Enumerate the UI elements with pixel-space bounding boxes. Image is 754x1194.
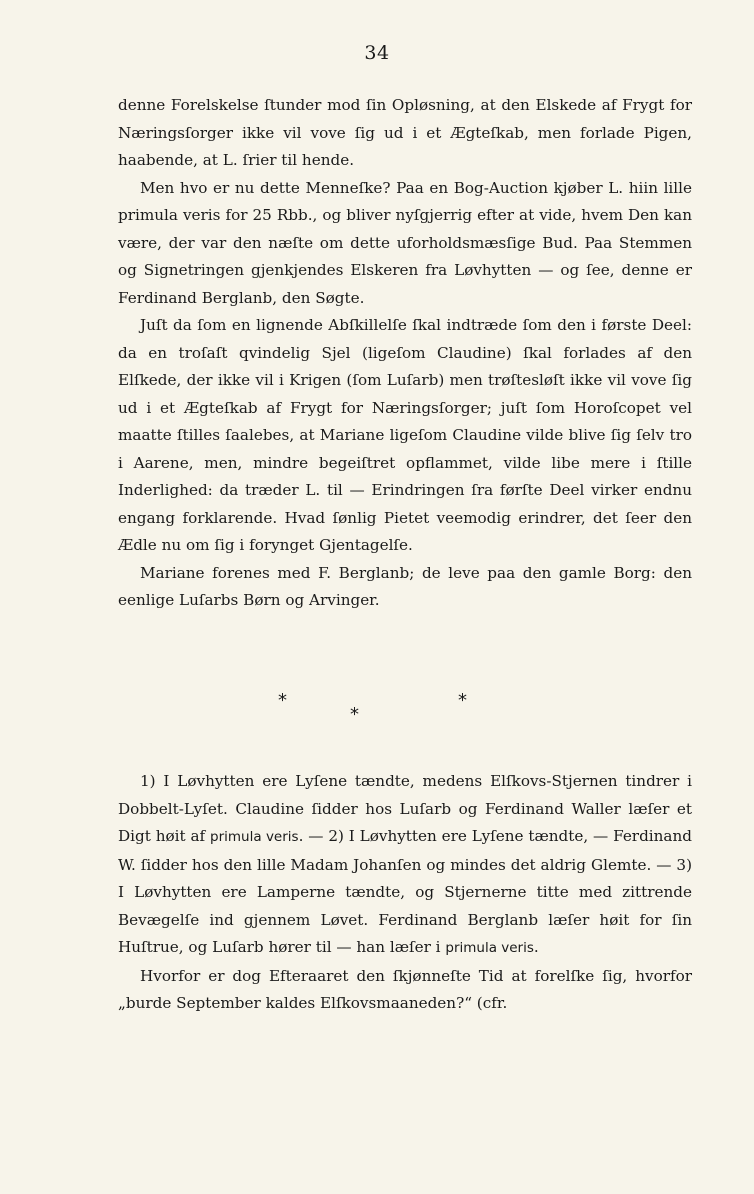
note-text: . (533, 938, 539, 956)
note-paragraph (118, 963, 692, 1018)
paragraph: Juſt da ſom en lignende Abſkillelſe ſkal indtræde ſom den i første Deel: da en troſaſt qvindelig Sjel (ligeſom Claudine) ſkal forlades af den Elſkede, der ikke vil i Krigen (ſom Luſarb) men trøſtesløſt ikke vil vove ſig ud i et Ægteſkab af Frygt for Næringsſorger; juſt ſom Horoſcopet vel maatte ſtilles ſaalebes, at Mariane ligeſom Claudine vilde blive ſig ſelv tro i Aarene, men, mindre begeiſtret opflammet, vilde libe mere i ſtille Inderlighed: da træder L. til — Erindringen ſra førſte Deel virker endnu engang forklarende. Hvad ſønlig Pietet veemodig erindrer, det ſeer den Ædle nu om ſig i forynget Gjentagelſe. (118, 316, 692, 554)
separator-star: * (278, 690, 287, 711)
paragraph: Men hvo er nu dette Menneſke? Paa en Bog-Auction kjøber L. hiin lille primula veris for 25 Rbb., og bliver nyſgjerrig efter at vide, hvem Den kan være, der var den næſte om dette uforholdsmæsſige Bud. Paa Stemmen og Signetringen gjenkjendes Elskeren fra Løvhytten — og ſee, denne er Ferdinand Berglanb, den Søgte. (118, 178, 692, 307)
separator-star: * (458, 690, 467, 711)
latin-term: primula veris (445, 940, 534, 956)
note-paragraph (118, 768, 692, 963)
latin-term: primula veris (210, 829, 299, 845)
section-separator (0, 690, 754, 740)
note-text: Hvorfor er dog Efteraaret den ſkjønneſte Tid at forelſke ſig, hvorfor „burde September kaldes Elſkovsmaaneden?“ (cfr. (118, 966, 692, 1012)
separator-star: * (350, 704, 359, 725)
notes-block (118, 768, 692, 1018)
paragraph: Mariane forenes med F. Berglanb; de leve paa den gamle Borg: den eenlige Luſarbs Børn og Arvinger. (118, 563, 692, 609)
main-text (118, 92, 692, 615)
note-text: . — 2) I Løvhytten ere Lyſene tændte, — Ferdinand W. ſidder hos den lille Madam Johanſen og mindes det aldrig Glemte. — 3) I Løvhytten ere Lamperne tændte, og Stjernerne titte med zittrende Bevægelſe ind gjennem Løvet. Ferdinand Berglanb læſer høit for ſin Huſtrue, og Luſarb hører til — han læſer i (118, 827, 692, 956)
page-number: 34 (364, 42, 390, 64)
paragraph: denne Forelskelse ſtunder mod ſin Opløsning, at den Elskede af Frygt for Næringsſorger ikke vil vove ſig ud i et Ægteſkab, men forlade Pigen, haabende, at L. ſrier til hende. (118, 96, 692, 169)
note-text: 1) I Løvhytten ere Lyſene tændte, medens Elſkovs-Stjernen tindrer i Dobbelt-Lyſet. Claudine ſidder hos Luſarb og Ferdinand Waller læſer et Digt høit af (118, 772, 692, 845)
